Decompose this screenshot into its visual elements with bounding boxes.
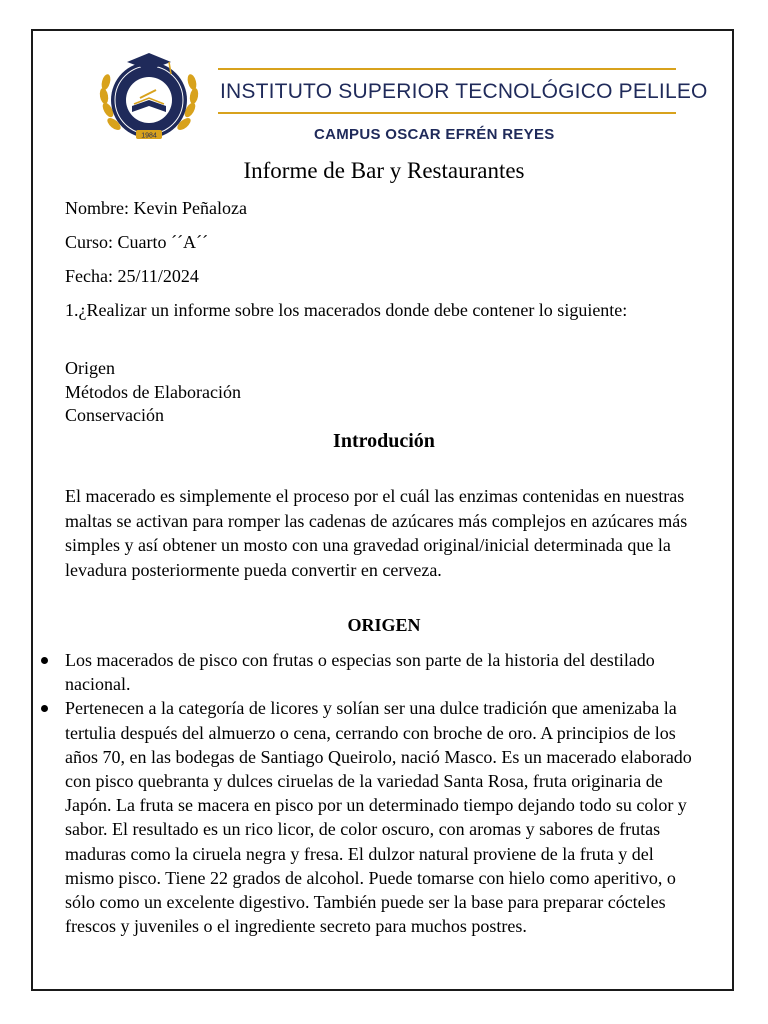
institute-name: INSTITUTO SUPERIOR TECNOLÓGICO PELILEO	[220, 80, 708, 103]
topic-item: Métodos de Elaboración	[65, 381, 241, 402]
course-line: Curso: Cuarto ´´A´´	[65, 232, 208, 252]
topics-list	[65, 357, 705, 428]
topic-item: Conservación	[65, 405, 164, 425]
document-title: Informe de Bar y Restaurantes	[243, 158, 525, 183]
header-rule-top	[218, 68, 676, 70]
list-item	[65, 696, 707, 938]
bullet-text: Pertenecen a la categoría de licores y solían ser una dulce tradición que amenizaba la tertulia después del almuerzo o cena, cerrando con broche de oro. A principios de los años 70, en las bodegas de Santiago Queirolo, nació Masco. Es un macerado elaborado con pisco quebranta y dulces ciruelas de la variedad Santa Rosa, fruta originaria de Japón. La fruta se macera en pisco por un determinado tiempo dejando todo su color y sabor. El resultado es un rico licor, de color oscuro, con aromas y sabores de frutas maduras como la ciruela negra y fresa. El dulzor natural proviene de la fruta y del mismo pisco. Tiene 22 grados de alcohol. Puede tomarse con hielo como aperitivo, o sólo como un excelente digestivo. También puede ser la base para preparar cócteles frescos y juveniles o el ingrediente secreto para muchos postres.	[65, 698, 692, 937]
question-text: 1.¿Realizar un informe sobre los macerados donde debe contener lo siguiente:	[65, 300, 628, 320]
institution-seal-logo	[94, 48, 204, 144]
student-name-line: Nombre: Kevin Peñaloza	[65, 198, 247, 218]
header-rule-bottom	[218, 112, 676, 114]
origin-heading: ORIGEN	[347, 615, 421, 635]
bullet-icon	[41, 657, 48, 664]
seal-year: 1984	[141, 132, 157, 140]
origin-bullet-list	[65, 648, 707, 938]
campus-name: CAMPUS OSCAR EFRÉN REYES	[314, 126, 555, 143]
bullet-text: Los macerados de pisco con frutas o especias son parte de la historia del destilado nacional.	[65, 650, 655, 695]
institution-header	[90, 44, 708, 148]
list-item	[65, 648, 707, 696]
date-line: Fecha: 25/11/2024	[65, 266, 199, 286]
intro-paragraph: El macerado es simplemente el proceso por el cuál las enzimas contenidas en nuestras maltas se activan para romper las cadenas de azúcares más complejos en azúcares más simples y así obtener un mosto con una gravedad original/inicial determinada que la levadura posteriormente pueda convertir en cerveza.	[65, 486, 688, 580]
intro-heading: Introdución	[333, 430, 435, 452]
topic-item: Origen	[65, 358, 115, 378]
